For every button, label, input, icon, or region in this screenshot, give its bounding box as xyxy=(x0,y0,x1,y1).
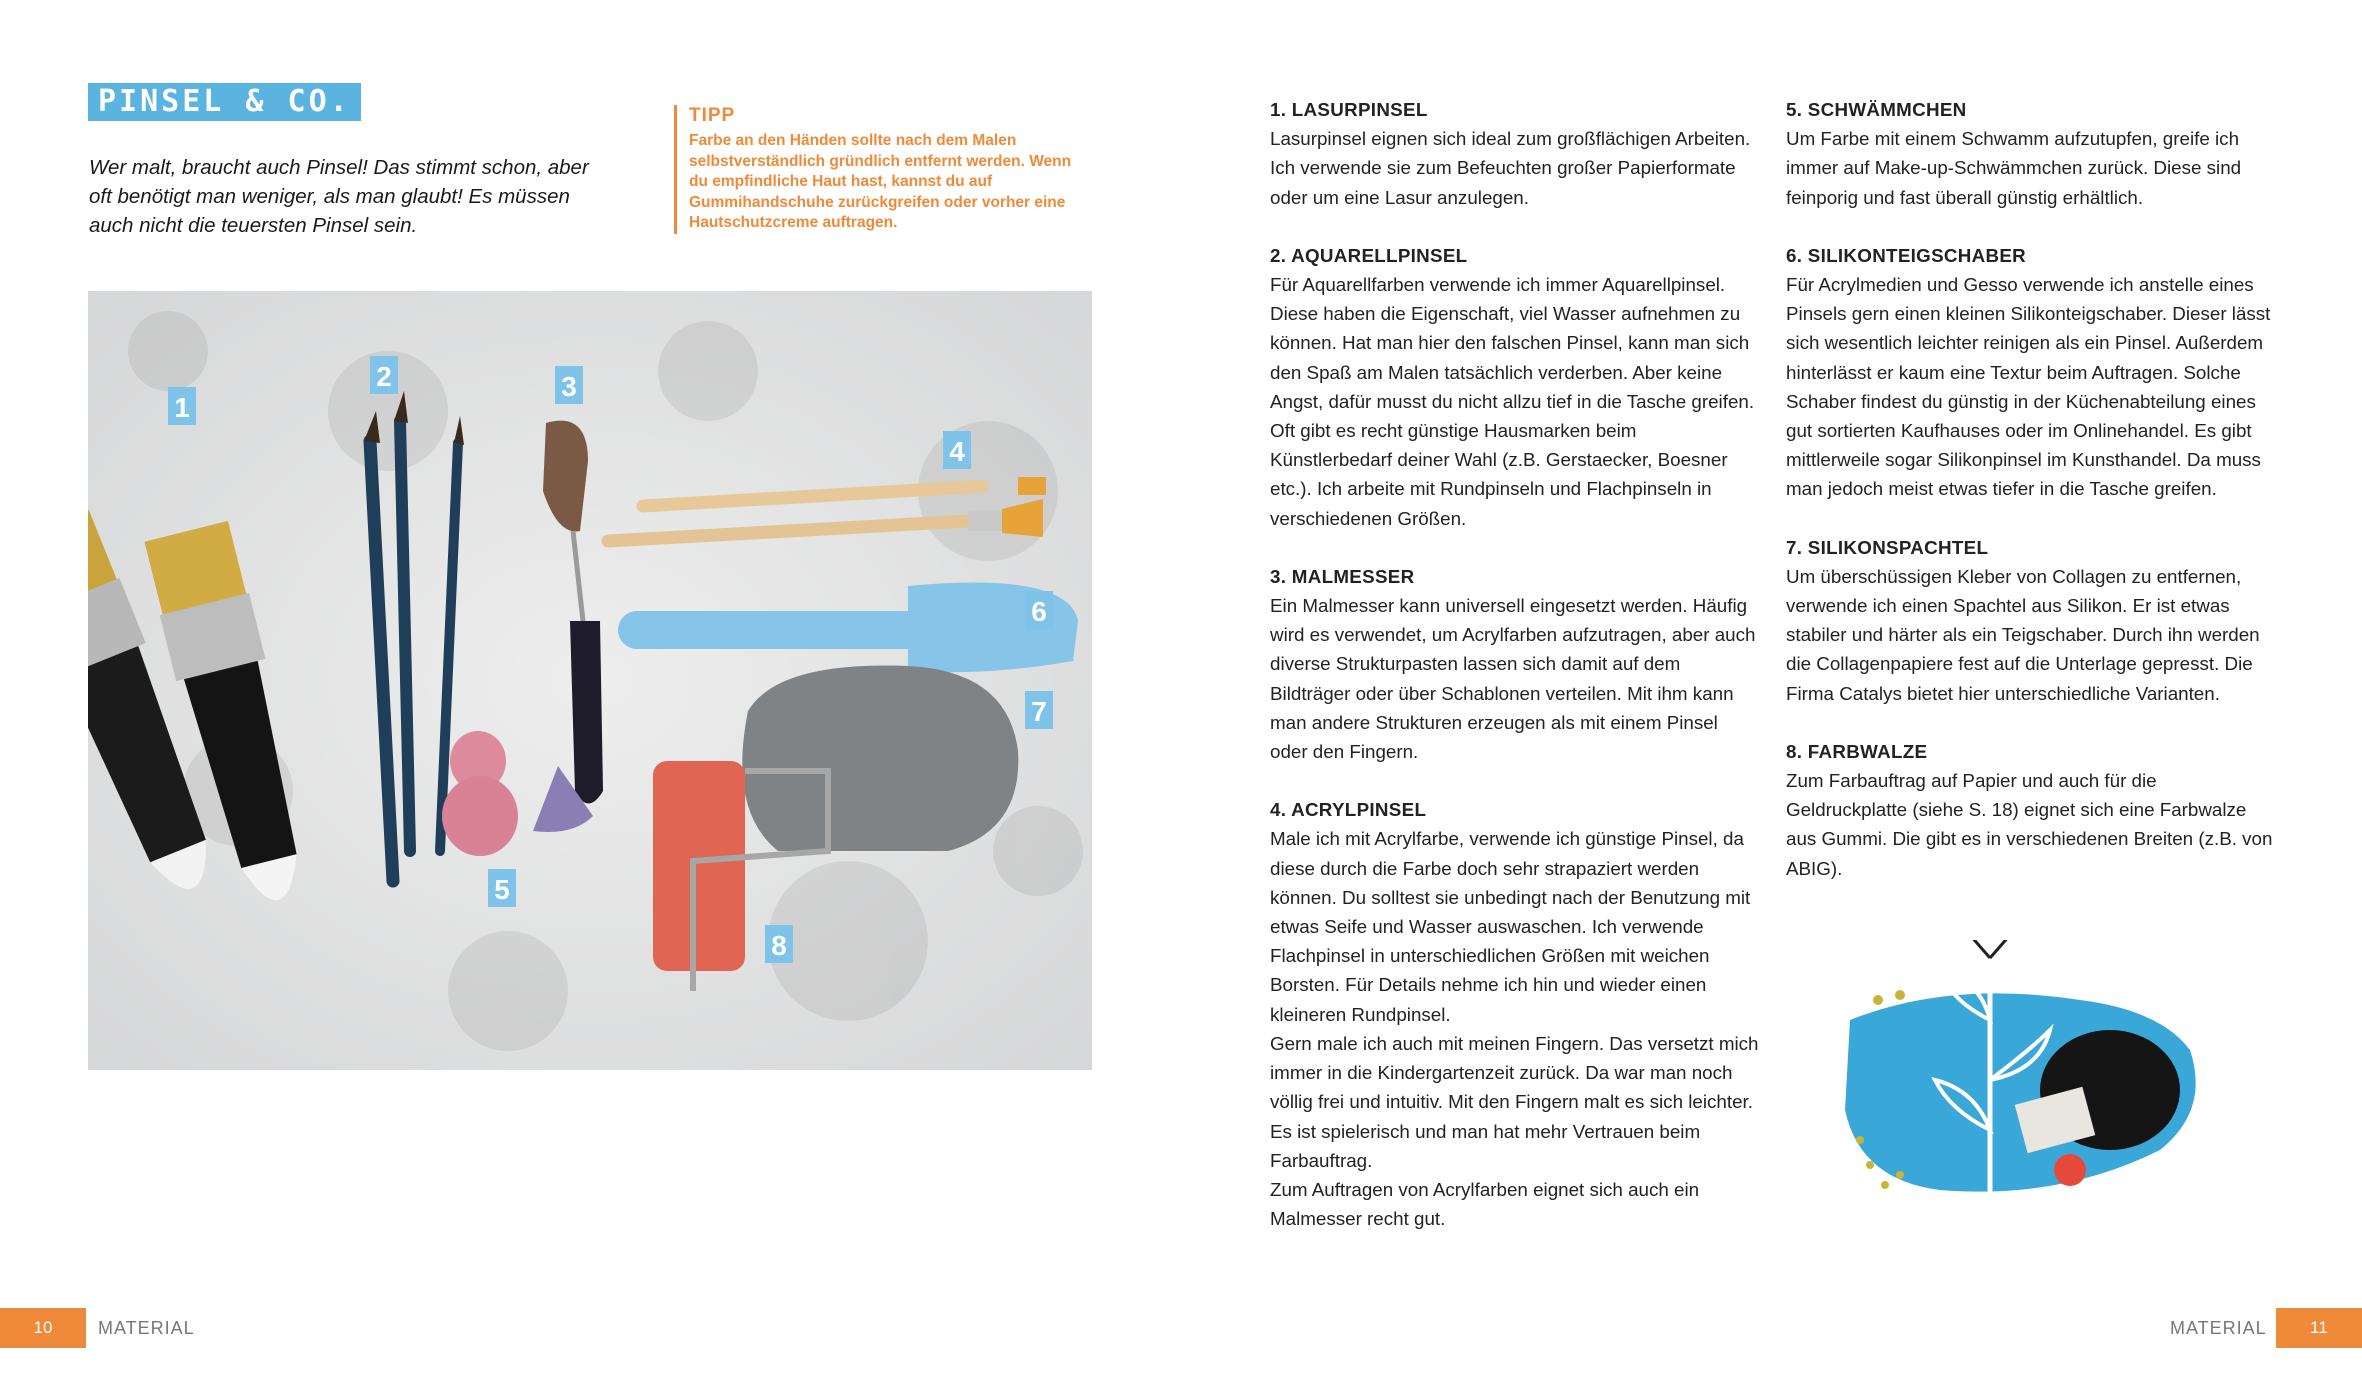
collage-illustration xyxy=(1830,940,2230,1230)
photo-label-8: 8 xyxy=(771,930,787,961)
section-title: 5. SCHWÄMMCHEN xyxy=(1786,99,1967,120)
text-column-right xyxy=(1786,95,2276,912)
photo-label-7: 7 xyxy=(1031,696,1047,727)
page-number-right: 11 xyxy=(2276,1308,2362,1348)
section-acrylpinsel xyxy=(1270,795,1760,1233)
footer-left: MATERIAL xyxy=(98,1318,195,1338)
tip-title: TIPP xyxy=(689,105,736,126)
tip-box xyxy=(674,105,1089,234)
section-lasurpinsel xyxy=(1270,95,1760,212)
page-heading: PINSEL & CO. xyxy=(88,83,361,121)
section-malmesser xyxy=(1270,562,1760,766)
section-title: 3. MALMESSER xyxy=(1270,565,1415,587)
section-text: Für Aquarellfarben verwende ich immer Aquarellpinsel. Diese haben die Eigenschaft, viel Wasser aufnehmen zu können. Hat man hier den falschen Pinsel, kann man sich den Spaß am Malen tatsächlich verderben. Aber keine Angst, dafür musst du nicht allzu tief in die Tasche greifen. Oft gibt es recht günstige Hausmarken beim Künstlerbedarf deiner Wahl (z.B. Gerstaecker, Boesner etc.). Ich arbeite mit Rundpinseln und Flachpinseln in verschiedenen Größen. xyxy=(1270,274,1755,529)
text-column-left xyxy=(1270,95,1760,1262)
section-text: Um Farbe mit einem Schwamm aufzutupfen, greife ich immer auf Make-up-Schwämmchen zurück. Diese sind feinporig und fast überall günstig erhältlich. xyxy=(1786,128,2242,208)
section-title: 7. SILIKONSPACHTEL xyxy=(1786,536,1989,558)
tip-text: Farbe an den Händen sollte nach dem Malen selbstverständlich gründlich entfernt werden. Wenn du empfindliche Haut hast, kannst du auf Gummihandschuhe zurückgreifen oder vorher eine Hautschutzcreme auftragen. xyxy=(689,132,1072,231)
section-text: Ein Malmesser kann universell eingesetzt werden. Häufig wird es verwendet, um Acrylfarben aufzutragen, aber auch diverse Strukturpasten lassen sich damit auf dem Bildträger oder über Schablonen verteilen. Mit ihm kann man andere Strukturen erzeugen als mit einem Pinsel oder den Fingern. xyxy=(1270,595,1756,763)
materials-photo xyxy=(88,291,1092,1070)
intro-text: Wer malt, braucht auch Pinsel! Das stimmt schon, aber oft benötigt man weniger, als man glaubt! Es müssen auch nicht die teuersten Pinsel sein. xyxy=(89,156,589,237)
section-text: Zum Auftragen von Acrylfarben eignet sich auch ein Malmesser recht gut. xyxy=(1270,1178,1700,1230)
section-farbwalze xyxy=(1786,737,2276,883)
photo-label-1: 1 xyxy=(174,392,190,423)
section-text: Male ich mit Acrylfarbe, verwende ich günstige Pinsel, da diese durch die Farbe doch sehr strapaziert werden können. Du solltest sie unbedingt nach der Benutzung mit etwas Seife und Wasser auswaschen. Ich verwende Flachpinsel in unterschiedlichen Größen mit weichen Borsten. Für Details nehme ich hin und wieder einen kleineren Rundpinsel. xyxy=(1270,828,1751,1025)
photo-label-6: 6 xyxy=(1031,596,1047,627)
silicone-scraper xyxy=(742,666,1018,851)
section-silikonspachtel xyxy=(1786,533,2276,708)
section-title: 1. LASURPINSEL xyxy=(1270,99,1428,120)
section-schwaemmchen xyxy=(1786,95,2276,212)
photo-label-5: 5 xyxy=(494,874,510,905)
section-text: Gern male ich auch mit meinen Fingern. Das versetzt mich immer in die Kindergartenzeit zurück. Da war man noch völlig frei und intuitiv. Mit den Fingern malt es sich leichter. Es ist spielerisch und man hat mehr Vertrauen beim Farbauftrag. xyxy=(1270,1032,1759,1171)
section-aquarellpinsel xyxy=(1270,241,1760,533)
section-text: Um überschüssigen Kleber von Collagen zu entfernen, verwende ich einen Spachtel aus Silikon. Er ist etwas stabiler und härter als ein Teigschaber. Durch ihn werden die Collagenpapiere fest auf die Unterlage gepresst. Die Firma Catalys bietet hier unterschiedliche Varianten. xyxy=(1786,565,2260,704)
section-title: 6. SILIKONTEIGSCHABER xyxy=(1786,244,2027,266)
section-title: 4. ACRYLPINSEL xyxy=(1270,799,1427,821)
photo-label-4: 4 xyxy=(949,436,965,467)
photo-label-3: 3 xyxy=(561,371,577,402)
footer-right: MATERIAL xyxy=(2170,1318,2267,1338)
section-title: 8. FARBWALZE xyxy=(1786,740,1928,762)
page-number-left: 10 xyxy=(0,1308,86,1348)
section-text: Lasurpinsel eignen sich ideal zum großflächigen Arbeiten. Ich verwende sie zum Befeuchten großer Papierformate oder um eine Lasur anzulegen. xyxy=(1270,128,1751,208)
section-text: Für Acrylmedien und Gesso verwende ich anstelle eines Pinsels gern einen kleinen Silikonteigschaber. Dieser lässt sich wesentlich leichter reinigen als ein Pinsel. Außerdem hinterlässt er kaum eine Textur beim Auftragen. Solche Schaber findest du günstig in der Küchenabteilung eines gut sortierten Kaufhauses oder im Onlinehandel. Es gibt mittlerweile sogar Silikonpinsel im Kunsthandel. Da muss man jedoch meist etwas tiefer in die Tasche greifen. xyxy=(1786,274,2271,500)
section-silikonteigschaber xyxy=(1786,241,2276,504)
section-text: Zum Farbauftrag auf Papier und auch für die Geldruckplatte (siehe S. 18) eignet sich eine Farbwalze aus Gummi. Die gibt es in verschiedenen Breiten (z.B. von ABIG). xyxy=(1786,770,2273,879)
photo-label-2: 2 xyxy=(376,361,392,392)
section-title: 2. AQUARELLPINSEL xyxy=(1270,244,1468,266)
